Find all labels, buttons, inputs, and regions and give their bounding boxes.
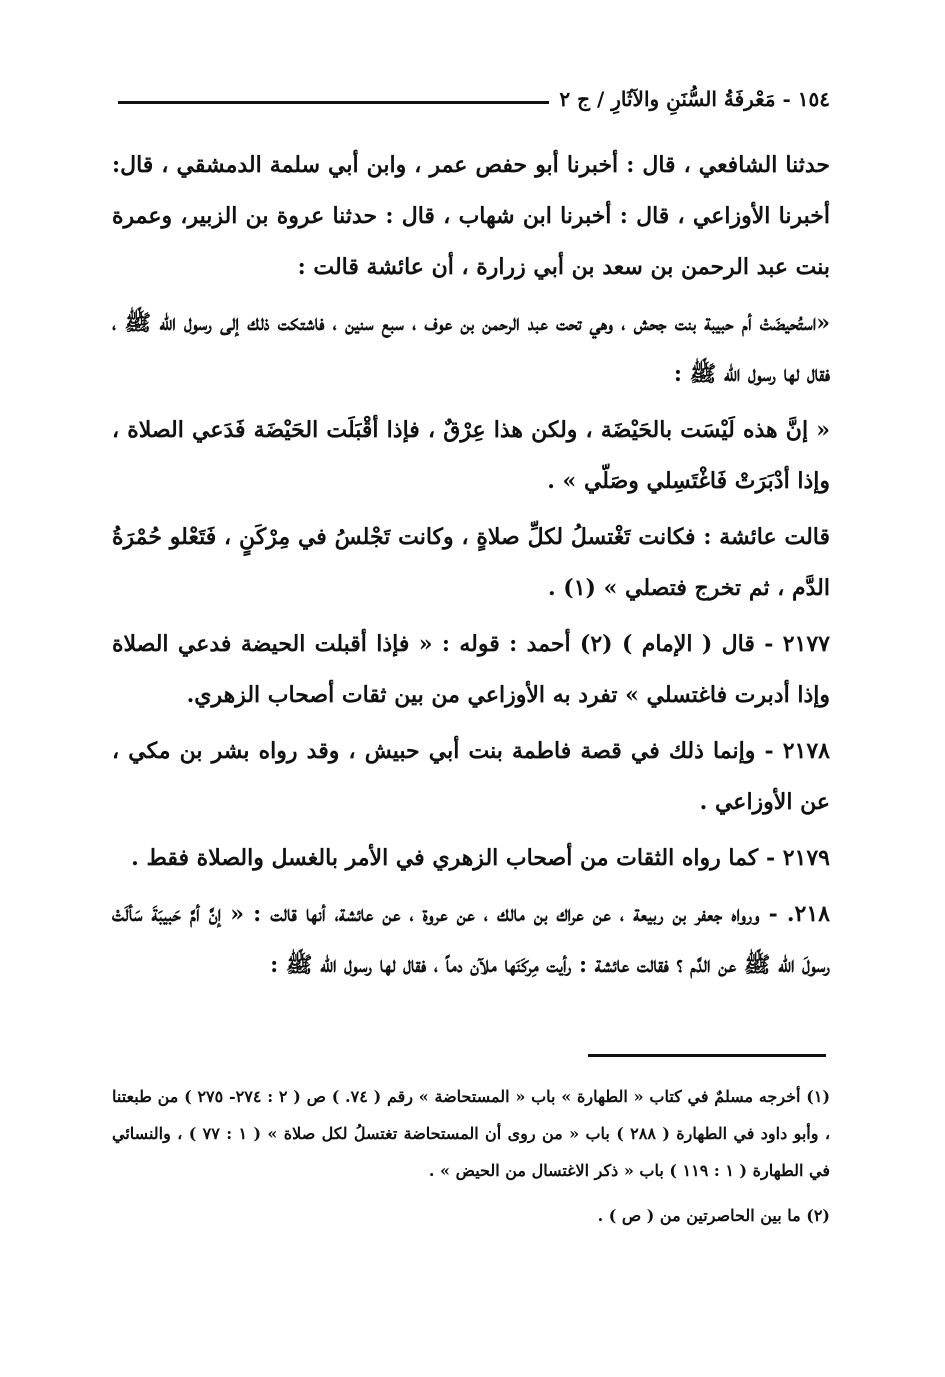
footnotes [112, 1078, 830, 1242]
paragraph: ٢١٨. - ورواه جعفر بن ربيعة ، عن عراك بن مالك ، عن عروة ، عن عائشة، أنها قالت : « إنَّ أمَّ حَبيبَةَ سَألَتْ رسولَ الله ﷺ عن الدَّم ؟ فقالت عائشة : رأيت مِركَنَها ملآن دماً ، فقال لها رسول الله ﷺ : [112, 901, 830, 978]
footnote: (١) أخرجه مسلمٌ في كتاب « الطهارة » باب « المستحاضة » رقم ( ٧٤. ) ص ( ٢ : ٢٧٤- ٢٧٥ ) من طبعتنا ، وأبو داود في الطهارة ( ٢٨٨ ) باب « من روى أن المستحاضة تغتسلُ لكل صلاة » ( ١ : ٧٧ ) ، والنسائي في الطهارة ( ١ : ١١٩ ) باب « ذكر الاغتسال من الحيض » . [112, 1087, 831, 1180]
running-header [118, 82, 830, 116]
footnote: (٢) ما بين الحاصرتين من ( ص ) . [597, 1206, 830, 1225]
paragraph: ٢١٧٨ - وإنما ذلك في قصة فاطمة بنت أبي حبيش ، وقد رواه بشر بن مكي ، عن الأوزاعي . [112, 738, 830, 815]
paragraph: « إنَّ هذه لَيْسَت بالحَيْضَة ، ولكن هذا عِرْقٌ ، فإذا أقْبَلَت الحَيْضَة فَدَعي الصلاة ، وإذا أدْبَرَتْ فَاغْتَسِلي وصَلّي » . [112, 417, 830, 494]
paragraph: حدثنا الشافعي ، قال : أخبرنا أبو حفص عمر ، وابن أبي سلمة الدمشقي ، قال: أخبرنا الأوزاعي ، قال : أخبرنا ابن شهاب ، قال : حدثنا عروة بن الزبير، وعمرة بنت عبد الرحمن بن سعد بن أبي زرارة ، أن عائشة قالت : [112, 152, 830, 280]
footnote-separator [588, 1054, 826, 1057]
header-title: ١٥٤ - مَعْرفَةُ السُّنَنِ والآثَارِ / ج ٢ [559, 87, 830, 111]
paragraph: «استُحيضَتْ أم حبيبة بنت جحش ، وهي تحت عبد الرحمن بن عوف ، سبع سنين ، فاشتكت ذلك إلى رسول الله ﷺ ، فقال لها رسول الله ﷺ : [112, 310, 830, 387]
header-rule [118, 101, 549, 104]
main-text [112, 140, 830, 991]
paragraph: قالت عائشة : فكانت تَغْتسلُ لكلِّ صلاةٍ ، وكانت تَجْلسُ في مِرْكَنٍ ، فَتَعْلو حُمْرَةُ الدَّم ، ثم تخرج فتصلي » (١) . [112, 524, 830, 601]
paragraph: ٢١٧٧ - قال ( الإمام ) (٢) أحمد : قوله : « فإذا أقبلت الحيضة فدعي الصلاة وإذا أدبرت فاغتسلي » تفرد به الأوزاعي من بين ثقات أصحاب الزهري. [112, 631, 830, 708]
paragraph: ٢١٧٩ - كما رواه الثقات من أصحاب الزهري في الأمر بالغسل والصلاة فقط . [131, 845, 830, 871]
